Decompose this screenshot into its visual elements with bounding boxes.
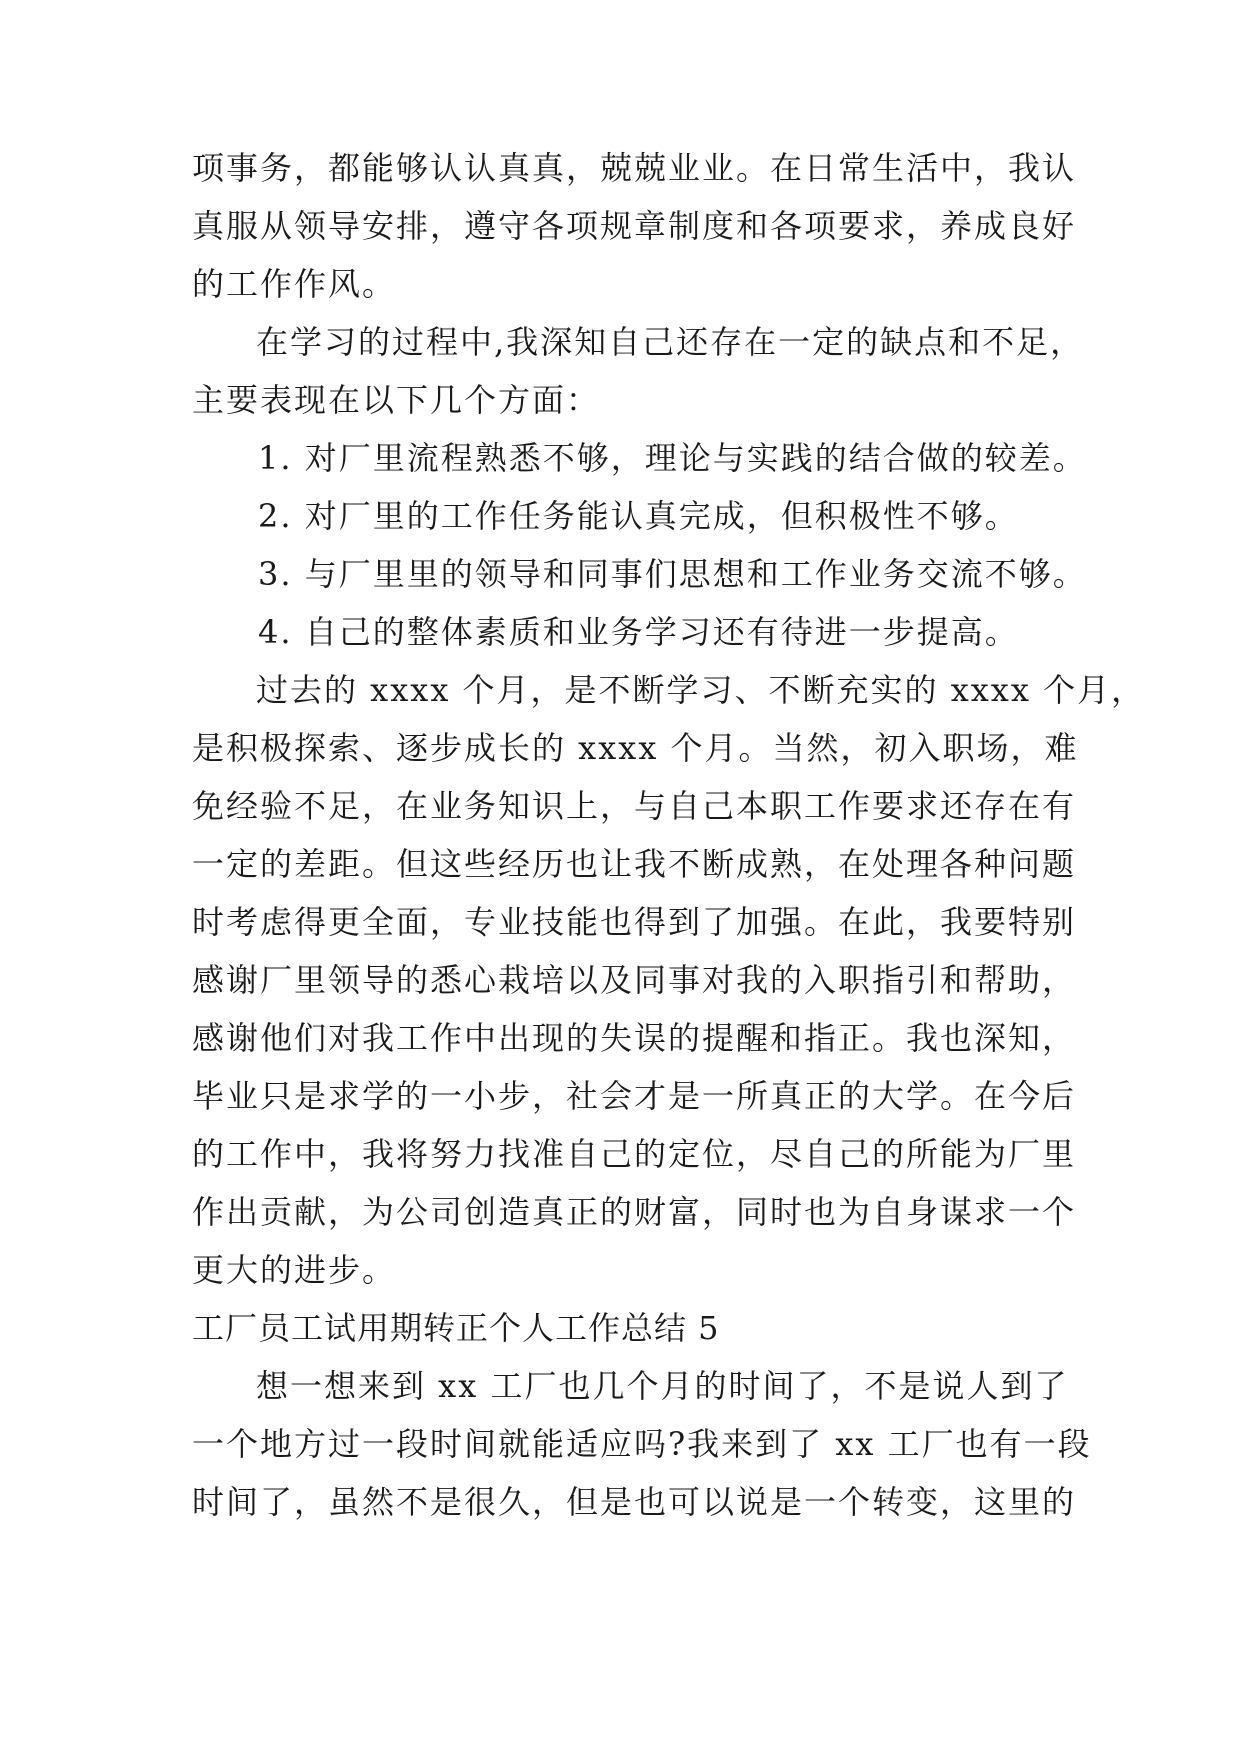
list-item: 1. 对厂里流程熟悉不够，理论与实践的结合做的较差。 xyxy=(258,439,1087,477)
list-item: 4. 自己的整体素质和业务学习还有待进一步提高。 xyxy=(258,613,1019,651)
paragraph-line: 免经验不足，在业务知识上，与自己本职工作要求还存在有 xyxy=(192,787,1077,825)
paragraph-line: 是积极探索、逐步成长的 xxxx 个月。当然，初入职场，难 xyxy=(192,729,1079,767)
paragraph-line: 时考虑得更全面，专业技能也得到了加强。在此，我要特别 xyxy=(192,903,1077,941)
list-item: 2. 对厂里的工作任务能认真完成，但积极性不够。 xyxy=(258,497,1019,535)
paragraph-line: 在学习的过程中,我深知自己还存在一定的缺点和不足， xyxy=(256,323,1085,361)
paragraph-line: 的工作作风。 xyxy=(192,265,397,303)
paragraph-line: 一定的差距。但这些经历也让我不断成熟，在处理各种问题 xyxy=(192,845,1077,883)
paragraph-line: 时间了，虽然不是很久，但是也可以说是一个转变，这里的 xyxy=(192,1483,1077,1521)
paragraph-line: 项事务，都能够认认真真，兢兢业业。在日常生活中，我认 xyxy=(192,149,1077,187)
paragraph-line: 更大的进步。 xyxy=(192,1251,397,1289)
paragraph-line: 主要表现在以下几个方面： xyxy=(192,381,601,419)
paragraph-line: 过去的 xxxx 个月，是不断学习、不断充实的 xxxx 个月， xyxy=(256,671,1146,709)
section-heading: 工厂员工试用期转正个人工作总结 5 xyxy=(192,1309,720,1347)
paragraph-line: 感谢厂里领导的悉心栽培以及同事对我的入职指引和帮助， xyxy=(192,961,1077,999)
paragraph-line: 毕业只是求学的一小步，社会才是一所真正的大学。在今后 xyxy=(192,1077,1077,1115)
paragraph-line: 作出贡献，为公司创造真正的财富，同时也为自身谋求一个 xyxy=(192,1193,1077,1231)
list-item: 3. 与厂里里的领导和同事们思想和工作业务交流不够。 xyxy=(258,555,1087,593)
paragraph-line: 一个地方过一段时间就能适应吗?我来到了 xx 工厂也有一段 xyxy=(192,1425,1092,1463)
paragraph-line: 真服从领导安排，遵守各项规章制度和各项要求，养成良好 xyxy=(192,207,1077,245)
paragraph-line: 想一想来到 xx 工厂也几个月的时间了，不是说人到了 xyxy=(256,1367,1069,1405)
paragraph-line: 的工作中，我将努力找准自己的定位，尽自己的所能为厂里 xyxy=(192,1135,1077,1173)
paragraph-line: 感谢他们对我工作中出现的失误的提醒和指正。我也深知， xyxy=(192,1019,1077,1057)
